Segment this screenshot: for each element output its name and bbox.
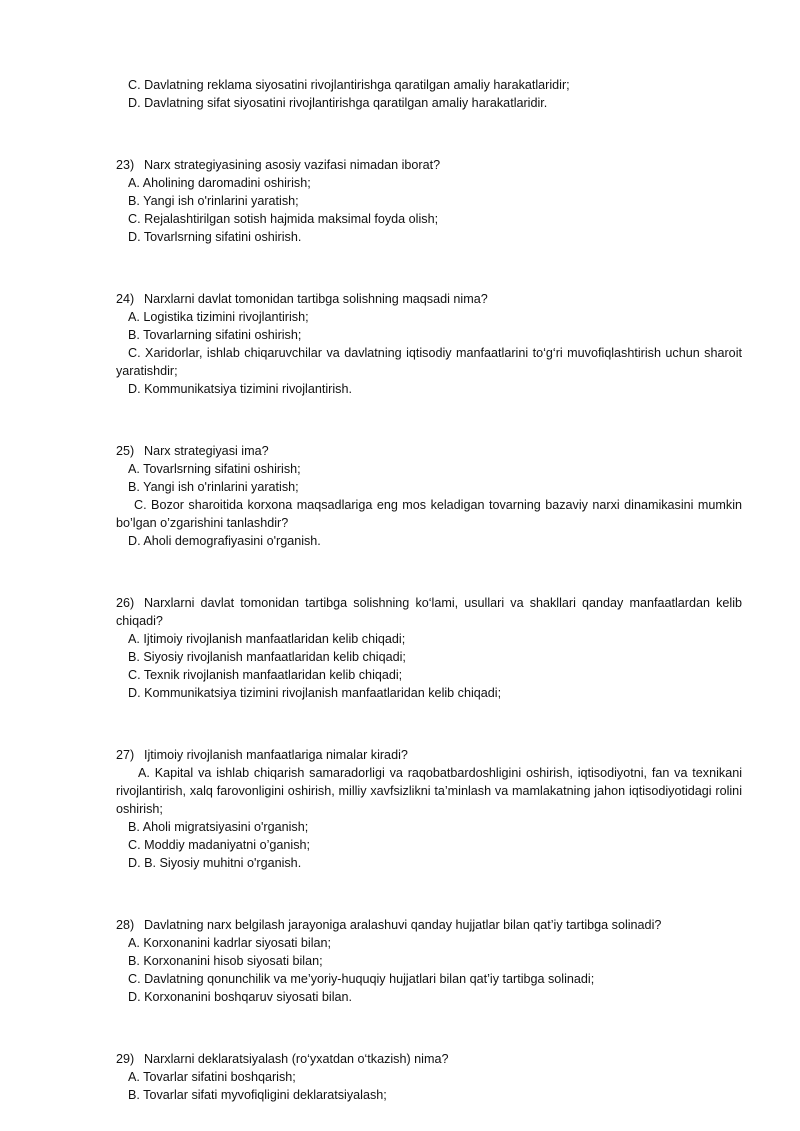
- option-b: B. Aholi migratsiyasini o'rganish;: [128, 820, 309, 834]
- option-a: A. Logistika tizimini rivojlantirish;: [128, 310, 309, 324]
- question-29: [116, 1050, 742, 1104]
- option-d: D. B. Siyosiy muhitni o'rganish.: [128, 856, 302, 870]
- option-a: A. Aholining daromadini oshirish;: [128, 176, 311, 190]
- question-number: 29): [116, 1052, 135, 1066]
- option-d: D. Kommunikatsiya tizimini rivojlantirish.: [128, 382, 352, 396]
- question-text: 25) Narx strategiyasi ima?: [116, 444, 269, 458]
- option-c: C. Moddiy madaniyatni o’ganish;: [128, 838, 311, 852]
- intro-options: [116, 76, 742, 112]
- option-c: C. Rejalashtirilgan sotish hajmida maksimal foyda olish;: [128, 212, 439, 226]
- question-number: 28): [116, 918, 135, 932]
- question-26: [116, 594, 742, 702]
- option-c: C. Davlatning qonunchilik va me’yoriy-huquqiy hujjatlari bilan qat’iy tartibga solinadi;: [128, 972, 595, 986]
- option-c: C. Bozor sharoitida korxona maqsadlariga eng mos keladigan tovarning bazaviy narxi dinamikasini mumkin bo’lgan o’zgarishini tanlashdir?: [116, 498, 742, 530]
- question-number: 23): [116, 158, 135, 172]
- option-b: B. Yangi ish o'rinlarini yaratish;: [128, 194, 299, 208]
- option-b: B. Tovarlarning sifatini oshirish;: [128, 328, 302, 342]
- option-d: D. Korxonanini boshqaruv siyosati bilan.: [128, 990, 353, 1004]
- question-number: 27): [116, 748, 135, 762]
- question-24: [116, 290, 742, 398]
- option-c: C. Texnik rivojlanish manfaatlaridan kelib chiqadi;: [128, 668, 403, 682]
- option-a: A. Tovarlsrning sifatini oshirish;: [128, 462, 301, 476]
- question-text: 24) Narxlarni davlat tomonidan tartibga solishning maqsadi nima?: [116, 292, 488, 306]
- question-28: [116, 916, 742, 1006]
- question-23: [116, 156, 742, 246]
- option-a: A. Kapital va ishlab chiqarish samaradorligi va raqobatbardoshligini oshirish, iqtisodiyotni, fan va texnikani rivojlantirish, xalq farovonligini oshirish, milliy xavfsizlikni ta’minlash va mamlakatning jahon iqtisodiyotidagi rolini oshirish;: [116, 766, 742, 816]
- question-number: 25): [116, 444, 135, 458]
- option-d: D. Davlatning sifat siyosatini rivojlantirishga qaratilgan amaliy harakatlaridir.: [128, 96, 548, 110]
- question-text: 27) Ijtimoiy rivojlanish manfaatlariga nimalar kiradi?: [116, 748, 408, 762]
- option-d: D. Kommunikatsiya tizimini rivojlanish manfaatlaridan kelib chiqadi;: [128, 686, 502, 700]
- option-b: B. Korxonanini hisob siyosati bilan;: [128, 954, 323, 968]
- option-d: D. Tovarlsrning sifatini oshirish.: [128, 230, 302, 244]
- option-c: C. Davlatning reklama siyosatini rivojlantirishga qaratilgan amaliy harakatlaridir;: [128, 78, 570, 92]
- question-text: 28) Davlatning narx belgilash jarayoniga aralashuvi qanday hujjatlar bilan qat’iy tartibga solinadi?: [116, 918, 662, 932]
- question-25: [116, 442, 742, 550]
- question-text: 23) Narx strategiyasining asosiy vazifasi nimadan iborat?: [116, 158, 441, 172]
- option-b: B. Tovarlar sifati myvofiqligini deklaratsiyalash;: [128, 1088, 387, 1102]
- question-text: 29) Narxlarni deklaratsiyalash (ro‘yxatdan o‘tkazish) nima?: [116, 1052, 449, 1066]
- question-text: 26) Narxlarni davlat tomonidan tartibga solishning ko‘lami, usullari va shakllari qanday manfaatlardan kelib chiqadi?: [116, 596, 742, 628]
- question-number: 24): [116, 292, 135, 306]
- question-number: 26): [116, 596, 135, 610]
- option-a: A. Tovarlar sifatini boshqarish;: [128, 1070, 296, 1084]
- option-d: D. Aholi demografiyasini o'rganish.: [128, 534, 321, 548]
- option-b: B. Siyosiy rivojlanish manfaatlaridan kelib chiqadi;: [128, 650, 406, 664]
- option-a: A. Ijtimoiy rivojlanish manfaatlaridan kelib chiqadi;: [128, 632, 406, 646]
- option-b: B. Yangi ish o'rinlarini yaratish;: [128, 480, 299, 494]
- option-c: C. Xaridorlar, ishlab chiqaruvchilar va davlatning iqtisodiy manfaatlarini to‘g‘ri muvofiqlashtirish uchun sharoit yaratishdir;: [116, 346, 742, 378]
- question-27: [116, 746, 742, 872]
- document-page: [116, 76, 742, 1104]
- option-a: A. Korxonanini kadrlar siyosati bilan;: [128, 936, 332, 950]
